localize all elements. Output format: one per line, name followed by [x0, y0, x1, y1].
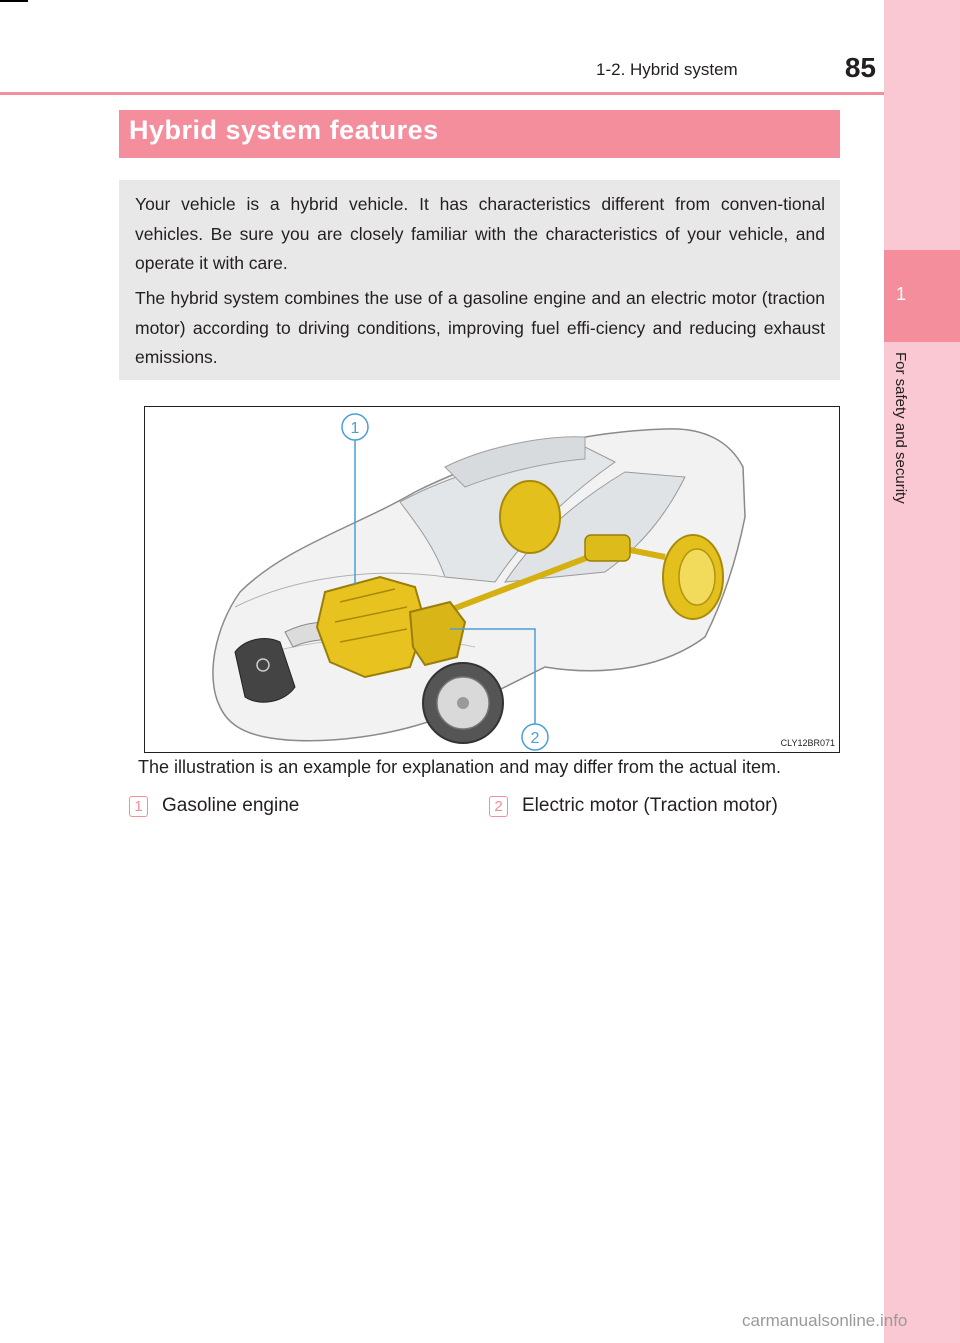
chapter-title: For safety and security	[892, 352, 909, 504]
header-section-title: 1-2. Hybrid system	[596, 60, 738, 79]
gasoline-engine	[317, 577, 425, 677]
callout-label-1: 1	[350, 420, 360, 437]
legend-label-2: Electric motor (Traction motor)	[522, 795, 778, 816]
callout-label-2: 2	[530, 730, 540, 747]
intro-paragraph-1: Your vehicle is a hybrid vehicle. It has characteristics different from conven-tional vehicles. Be sure you are closely familiar with the characteristics of your vehicle, and operate it with care.	[135, 194, 825, 273]
crop-mark	[0, 0, 28, 2]
legend-badge-1: 1	[129, 796, 148, 817]
page-number: 85	[844, 52, 876, 83]
header-rule	[0, 92, 884, 95]
side-tab	[884, 0, 960, 1343]
hybrid-system-illustration	[144, 406, 840, 753]
watermark: carmanualsonline.info	[742, 1311, 908, 1330]
car-illustration	[145, 407, 839, 752]
legend-badge-2: 2	[489, 796, 508, 817]
section-title: Hybrid system features	[129, 115, 439, 145]
electric-motor	[410, 602, 465, 665]
intro-paragraph-2: The hybrid system combines the use of a gasoline engine and an electric motor (traction motor) according to driving conditions, improving fuel effi-ciency and reducing exhaust emissions.	[135, 288, 825, 367]
rear-rim	[679, 549, 715, 605]
front-hub	[457, 697, 469, 709]
figure-caption: The illustration is an example for explanation and may differ from the actual item.	[138, 757, 781, 777]
section-title-bar	[119, 110, 840, 158]
rear-left-wheel	[500, 481, 560, 553]
legend-label-1: Gasoline engine	[162, 795, 300, 816]
chapter-number: 1	[895, 284, 906, 304]
intro-box	[119, 180, 840, 380]
differential	[585, 535, 630, 561]
figure-code: CLY12BR071	[780, 738, 835, 748]
